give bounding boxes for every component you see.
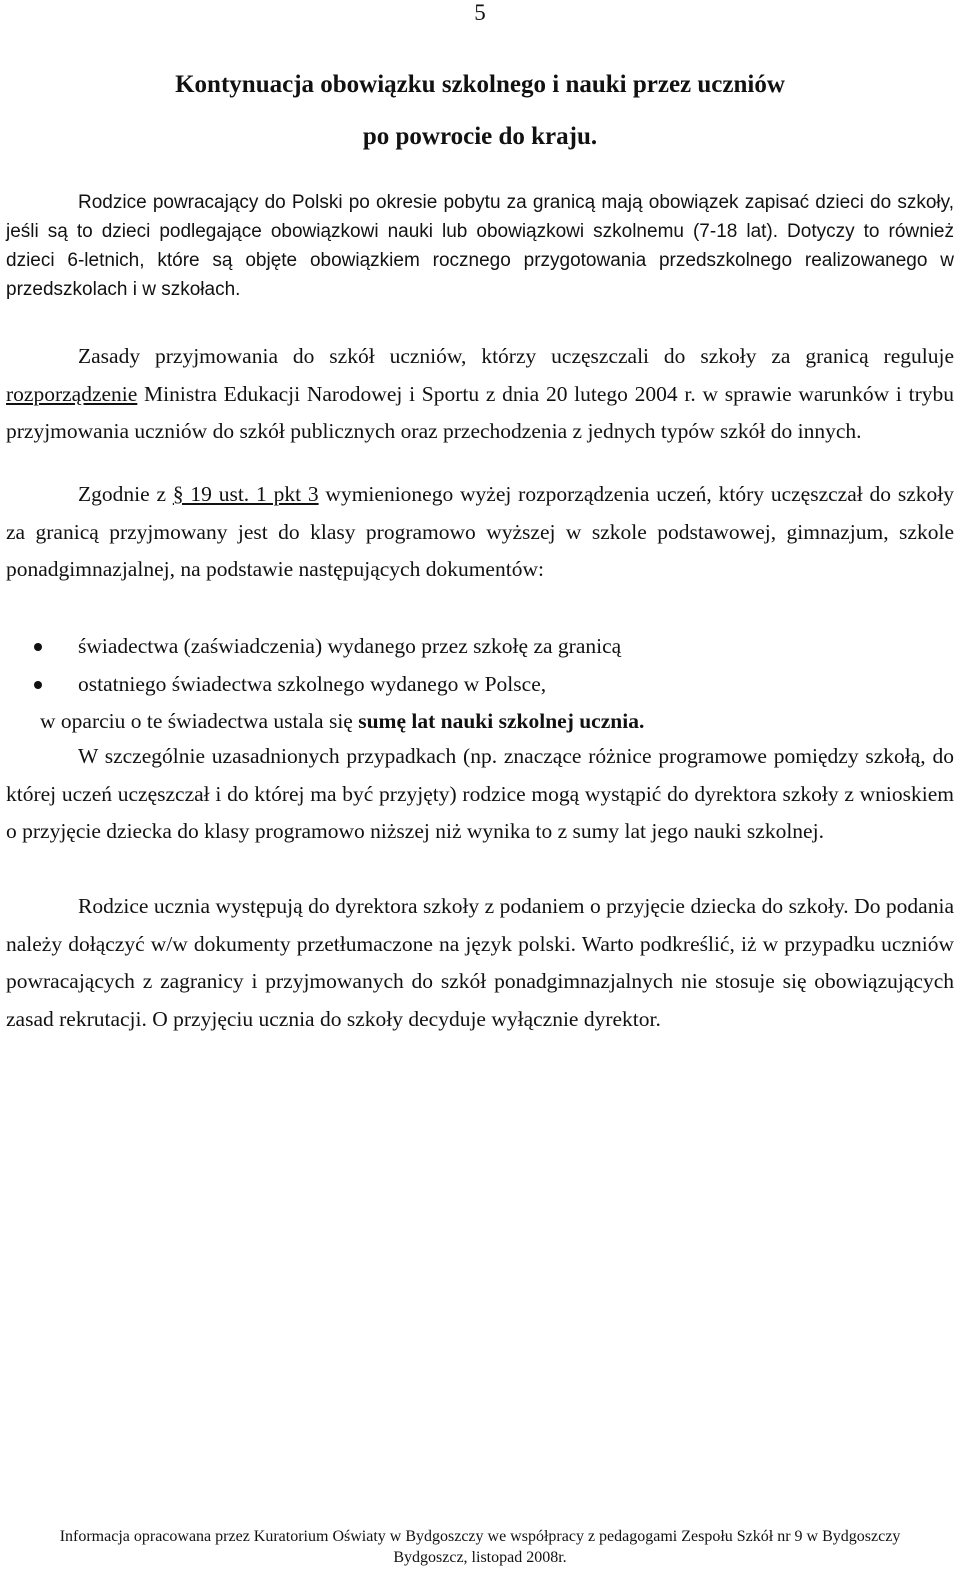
sum-of-years-line	[40, 703, 954, 741]
regulation-link[interactable]: rozporządzenie	[6, 381, 138, 406]
page-title-line-2: po powrocie do kraju.	[362, 123, 598, 150]
page-number: 5	[474, 0, 486, 25]
special-cases-paragraph: W szczególnie uzasadnionych przypadkach (np. znaczące różnice programowe pomiędzy szkołą, do której uczeń uczęszczał i do której ma być przyjęty) rodzice mogą wystąpić do dyrektora szkoły z wnioskiem o przyjęcie dziecka do klasy programowo niższej niż wynika to z sumy lat jego nauki szkolnej.	[6, 744, 954, 843]
sum-of-years-text: w oparciu o te świadectwa ustala się	[40, 709, 359, 733]
admission-text-rest: wymienionego wyżej rozporządzenia uczeń, który uczęszczał do szkoły za granicą przyjmowany jest do klasy programowo wyższej w szkole podstawowej, gimnazjum, szkole ponadgimnazjalnej, na podstawie następujących dokumentów:	[6, 482, 954, 581]
regulation-text-end: Ministra Edukacji Narodowej i Sportu z dnia 20 lutego 2004 r. w sprawie warunków i trybu przyjmowania uczniów do szkół publicznych oraz przechodzenia z jednych typów szkół do innych.	[6, 381, 954, 443]
list-item-text: ostatniego świadectwa szkolnego wydanego w Polsce,	[78, 671, 547, 696]
bullet-icon	[34, 643, 42, 651]
sum-of-years-bold: sumę lat nauki szkolnej ucznia.	[358, 709, 645, 733]
documents-list	[0, 628, 954, 703]
list-item	[0, 628, 954, 666]
admission-paragraph	[6, 476, 954, 589]
section-reference-link[interactable]: § 19 ust. 1 pkt 3	[172, 482, 319, 506]
footer-date: Bydgoszcz, listopad 2008r.	[393, 1549, 567, 1566]
list-item-text: świadectwa (zaświadczenia) wydanego przez szkołę za granicą	[78, 634, 622, 658]
footer-credit: Informacja opracowana przez Kuratorium Oświaty w Bydgoszczy we współpracy z pedagogami Zespołu Szkół nr 9 w Bydgoszczy	[59, 1528, 901, 1545]
intro-paragraph: Rodzice powracający do Polski po okresie pobytu za granicą mają obowiązek zapisać dzieci do szkoły, jeśli są to dzieci podlegające obowiązkowi nauki lub obowiązkowi szkolnemu (7-18 lat). Dotyczy to również dzieci 6-letnich, które są objęte obowiązkiem rocznego przygotowania przedszkolnego realizowanego w przedszkolach i w szkołach.	[6, 192, 954, 300]
application-paragraph: Rodzice ucznia występują do dyrektora szkoły z podaniem o przyjęcie dziecka do szkoły. Do podania należy dołączyć w/w dokumenty przetłumaczone na język polski. Warto podkreślić, iż w przypadku uczniów powracających z zagranicy i przyjmowanych do szkół ponadgimnazjalnych nie stosuje się obowiązujących zasad rekrutacji. O przyjęciu ucznia do szkoły decyduje wyłącznie dyrektor.	[6, 894, 954, 1031]
admission-text-start: Zgodnie z	[78, 482, 173, 506]
list-item	[0, 666, 954, 704]
regulation-paragraph	[6, 338, 954, 451]
bullet-icon	[34, 681, 42, 689]
regulation-text-start: Zasady przyjmowania do szkół uczniów, którzy uczęszczali do szkoły za granicą reguluje	[78, 344, 954, 368]
page-title-line-1: Kontynuacja obowiązku szkolnego i nauki przez uczniów	[175, 71, 785, 98]
